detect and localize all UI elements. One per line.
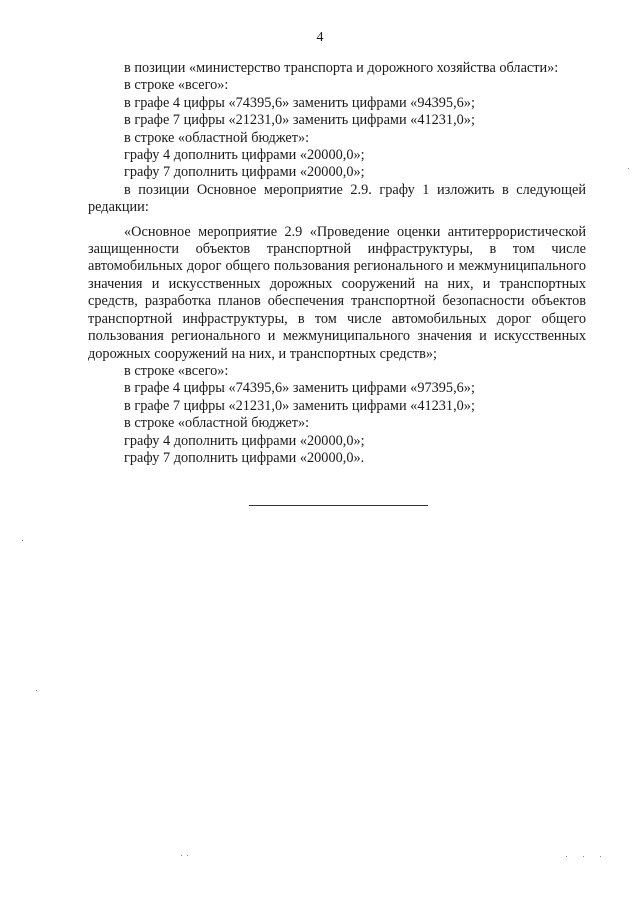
text-line: графу 4 дополнить цифрами «20000,0»; <box>124 147 365 164</box>
edit-instruction: в позиции Основное мероприятие 2.9. графу 1 изложить в следующей редакции: <box>88 181 586 216</box>
page-number: 4 <box>316 30 324 45</box>
text-line: в строке «всего»: <box>124 77 229 94</box>
text-line: в строке «областной бюджет»: <box>124 415 310 432</box>
scan-speck <box>181 855 182 856</box>
text-line: в строке «областной бюджет»: <box>124 129 310 146</box>
text-line: графу 7 дополнить цифрами «20000,0». <box>124 449 365 466</box>
text-line: в строке «всего»: <box>124 362 229 379</box>
text-line: в графе 4 цифры «74395,6» заменить цифрами «97395,6»; <box>124 380 475 397</box>
paragraph-gap <box>88 217 586 224</box>
closing-divider <box>249 505 428 506</box>
quoted-paragraph: «Основное мероприятие 2.9 «Проведение оценки антитеррористической защищенности объектов транспортной инфраструктуры, в том числе автомобильных дорог общего пользования регионального и межмуниципального значения и искусственных дорожных сооружений на них, и транспортных средств, разработка планов обеспечения транспортной безопасности объектов транспортной инфраструктуры, в том числе автомобильных дорог общего пользования регионального и межмуниципального значения и искусственных дорожных сооружений на них, и транспортных средств»; <box>88 223 586 362</box>
scan-speck <box>628 168 629 169</box>
text-line: в графе 7 цифры «21231,0» заменить цифрами «41231,0»; <box>124 112 475 129</box>
scan-speck <box>187 855 188 856</box>
scan-speck <box>566 856 567 857</box>
text-line: в позиции «министерство транспорта и дорожного хозяйства области»: <box>124 60 559 76</box>
scan-speck <box>583 856 584 857</box>
text-line: графу 7 дополнить цифрами «20000,0»; <box>124 164 365 181</box>
scan-speck <box>22 540 23 541</box>
text-line: в графе 4 цифры «74395,6» заменить цифрами «94395,6»; <box>124 94 475 111</box>
document-body <box>88 60 586 467</box>
scan-speck <box>600 856 601 857</box>
text-line: графу 4 дополнить цифрами «20000,0»; <box>124 432 365 449</box>
scan-speck <box>36 690 37 691</box>
text-line: в графе 7 цифры «21231,0» заменить цифрами «41231,0»; <box>124 397 475 414</box>
